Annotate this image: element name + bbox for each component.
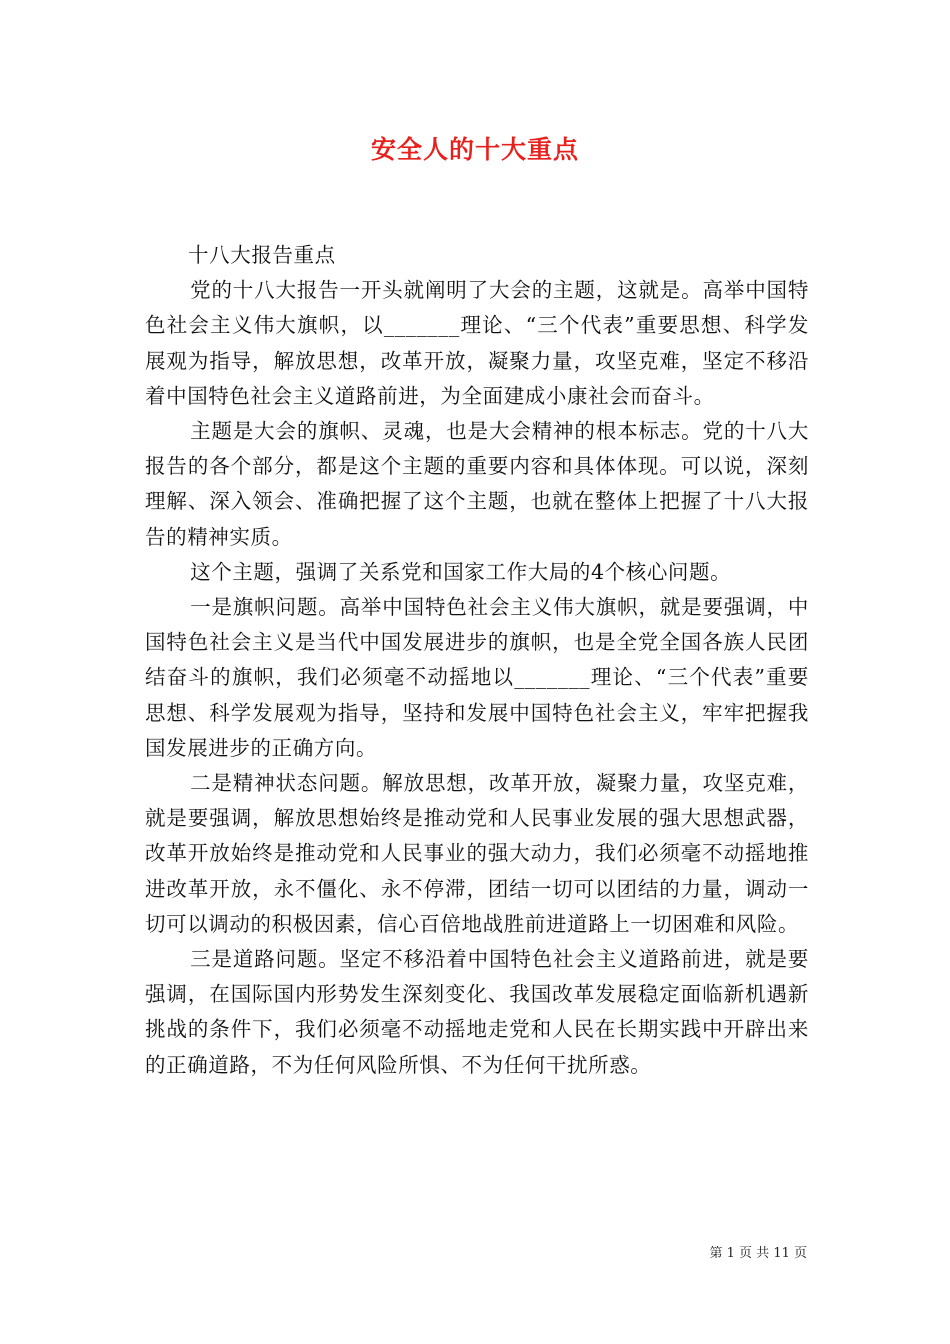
paragraph-spirit-issue: 二是精神状态问题。解放思想，改革开放，凝聚力量，攻坚克难，就是要强调，解放思想始终是推动党和人民事业发展的强大思想武器，改革开放始终是推动党和人民事业的强大动力，我们必须毫不动摇地推进改革开放，永不僵化、永不停滞，团结一切可以团结的力量，调动一切可以调动的积极因素，信心百倍地战胜前进道路上一切困难和风险。 [145, 771, 809, 936]
paragraph-flag-issue: 一是旗帜问题。高举中国特色社会主义伟大旗帜，就是要强调，中国特色社会主义是当代中国发展进步的旗帜，也是全党全国各族人民团结奋斗的旗帜，我们必须毫不动摇地以_______理论、“三个代表”重要思想、科学发展观为指导，坚持和发展中国特色社会主义，牢牢把握我国发展进步的正确方向。 [145, 595, 809, 760]
document-title: 安全人的十大重点 [370, 135, 579, 164]
paragraph-theme-intro: 党的十八大报告一开头就阐明了大会的主题，这就是。高举中国特色社会主义伟大旗帜，以_______理论、“三个代表”重要思想、科学发展观为指导，解放思想，改革开放，凝聚力量，攻坚克难，坚定不移沿着中国特色社会主义道路前进，为全面建成小康社会而奋斗。 [145, 278, 809, 408]
page-number: 第 1 页 共 11 页 [709, 1246, 807, 1261]
section-heading: 十八大报告重点 [188, 243, 336, 267]
document-body [145, 238, 809, 1083]
paragraph-theme-meaning: 主题是大会的旗帜、灵魂，也是大会精神的根本标志。党的十八大报告的各个部分，都是这个主题的重要内容和具体体现。可以说，深刻理解、深入领会、准确把握了这个主题，也就在整体上把握了十八大报告的精神实质。 [145, 419, 809, 549]
paragraph-core-issues: 这个主题，强调了关系党和国家工作大局的4个核心问题。 [190, 559, 732, 584]
paragraph-road-issue: 三是道路问题。坚定不移沿着中国特色社会主义道路前进，就是要强调，在国际国内形势发生深刻变化、我国改革发展稳定面临新机遇新挑战的条件下，我们必须毫不动摇地走党和人民在长期实践中开辟出来的正确道路，不为任何风险所惧、不为任何干扰所惑。 [145, 947, 809, 1077]
